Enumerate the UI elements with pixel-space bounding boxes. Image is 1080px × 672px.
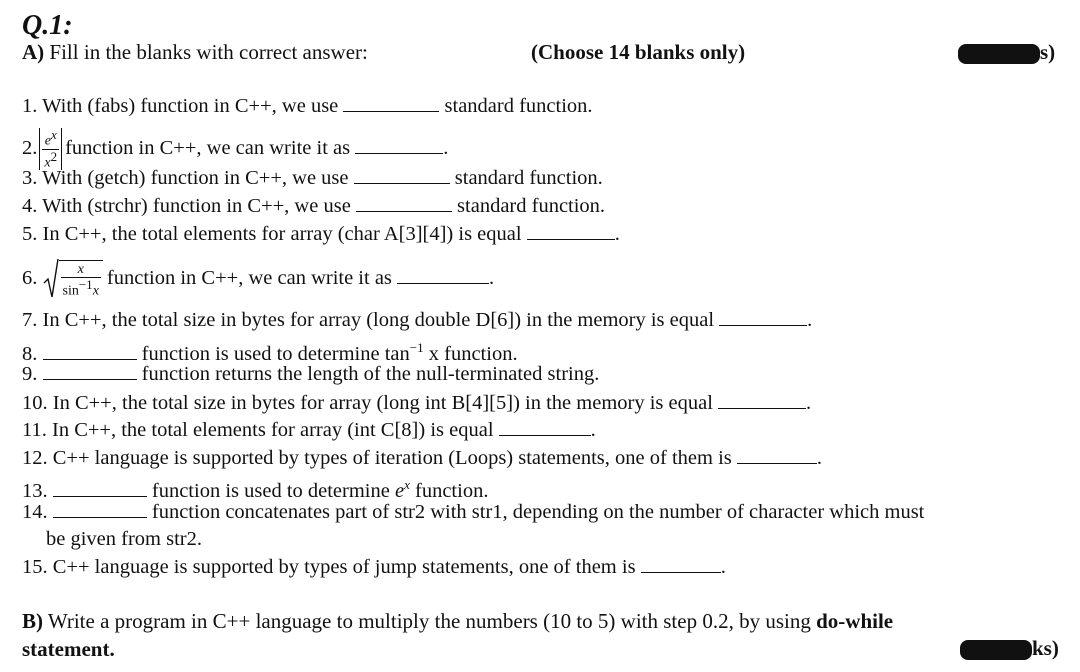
sqrt-icon xyxy=(43,257,59,301)
section-a-label: A) xyxy=(22,40,45,64)
q12-text: 12. C++ language is supported by types of iteration (Loops) statements, one of them is xyxy=(22,447,732,469)
q7-post: . xyxy=(807,309,813,331)
question-9 xyxy=(22,362,599,386)
q8-sup: −1 xyxy=(409,340,424,355)
q1-text: 1. With (fabs) function in C++, we use xyxy=(22,95,339,117)
q9-text: function returns the length of the null-terminated string. xyxy=(141,363,600,385)
question-7 xyxy=(22,308,812,332)
q13-number: 13. xyxy=(22,479,48,502)
q2-post: . xyxy=(443,136,449,159)
q9-number: 9. xyxy=(22,363,38,385)
q3-blank xyxy=(354,166,450,184)
q13-post: function. xyxy=(409,479,489,502)
question-11 xyxy=(22,418,596,442)
q9-blank xyxy=(43,362,137,380)
question-3 xyxy=(22,166,603,190)
q6-text: function in C++, we can write it as xyxy=(106,267,392,290)
q12-blank xyxy=(737,446,817,464)
question-14 xyxy=(22,500,924,524)
question-number: Q.1: xyxy=(22,10,73,41)
q11-post: . xyxy=(590,419,596,441)
q8-blank xyxy=(43,342,137,360)
redaction-mark xyxy=(960,640,1032,660)
question-10 xyxy=(22,391,811,415)
q6-blank xyxy=(397,266,489,284)
q4-blank xyxy=(356,194,452,212)
section-b-text: Write a program in C++ language to multiply the numbers (10 to 5) with step 0.2, by using xyxy=(47,609,811,633)
q10-text: 10. In C++, the total size in bytes for array (long int B[4][5]) in the memory is equal xyxy=(22,392,713,414)
q15-text: 15. C++ language is supported by types of jump statements, one of them is xyxy=(22,556,636,578)
question-1 xyxy=(22,94,593,118)
q6-post: . xyxy=(489,267,495,290)
q8-post: x function. xyxy=(423,342,518,365)
question-5 xyxy=(22,222,620,246)
q1-post: standard function. xyxy=(444,95,593,117)
q4-post: standard function. xyxy=(457,195,606,217)
q5-blank xyxy=(527,222,615,240)
q10-post: . xyxy=(806,392,812,414)
q5-post: . xyxy=(614,223,620,245)
question-13 xyxy=(22,473,488,503)
q6-sqrt-fraction: $\frac{x}{\sin^{-1}x}$ xyxy=(43,260,103,299)
q7-text: 7. In C++, the total size in bytes for array (long double D[6]) in the memory is equal xyxy=(22,309,715,331)
question-2 xyxy=(22,128,448,170)
section-b xyxy=(22,609,893,633)
marks-b-text: ks) xyxy=(1032,636,1059,660)
q11-blank xyxy=(499,418,591,436)
marks-b xyxy=(960,636,1059,661)
q10-blank xyxy=(718,391,806,409)
q14-number: 14. xyxy=(22,501,48,523)
q13-e: e xyxy=(394,479,405,502)
q12-post: . xyxy=(816,447,822,469)
q13-text: function is used to determine xyxy=(151,479,395,502)
q15-blank xyxy=(641,555,721,573)
q2-text: function in C++, we can write it as xyxy=(65,136,351,159)
q1-blank xyxy=(343,94,439,112)
question-12 xyxy=(22,446,822,470)
marks-a xyxy=(958,40,1055,65)
question-6 xyxy=(22,260,494,299)
q3-post: standard function. xyxy=(454,167,603,189)
q8-number: 8. xyxy=(22,342,38,365)
choose-instruction: (Choose 14 blanks only) xyxy=(531,40,746,64)
q8-text: function is used to determine tan xyxy=(141,342,410,365)
section-b-statement: statement. xyxy=(22,637,115,661)
q2-number: 2. xyxy=(22,136,38,159)
q6-number: 6. xyxy=(22,267,38,290)
q3-text: 3. With (getch) function in C++, we use xyxy=(22,167,349,189)
marks-a-text: s) xyxy=(1040,40,1056,64)
q13-sup: x xyxy=(404,477,410,492)
redaction-mark xyxy=(958,44,1040,64)
q13-blank xyxy=(53,479,147,497)
section-b-label: B) xyxy=(22,609,43,633)
q5-text: 5. In C++, the total elements for array (char A[3][4]) is equal xyxy=(22,223,522,245)
q14-text: function concatenates part of str2 with str1, depending on the number of character which must xyxy=(151,501,925,523)
q7-blank xyxy=(719,308,807,326)
question-14-continued: be given from str2. xyxy=(46,528,202,550)
q2-blank xyxy=(355,136,443,154)
section-b-bold: do-while xyxy=(816,609,894,633)
question-4 xyxy=(22,194,605,218)
q15-post: . xyxy=(720,556,726,578)
q14-blank xyxy=(53,500,147,518)
section-a-heading xyxy=(22,40,368,65)
section-a-text: Fill in the blanks with correct answer: xyxy=(49,40,368,64)
question-15 xyxy=(22,555,726,579)
q11-text: 11. In C++, the total elements for array (int C[8]) is equal xyxy=(22,419,494,441)
q4-text: 4. With (strchr) function in C++, we use xyxy=(22,195,351,217)
q2-abs-fraction: $\frac{e^x}{x^2}$ xyxy=(39,128,62,170)
